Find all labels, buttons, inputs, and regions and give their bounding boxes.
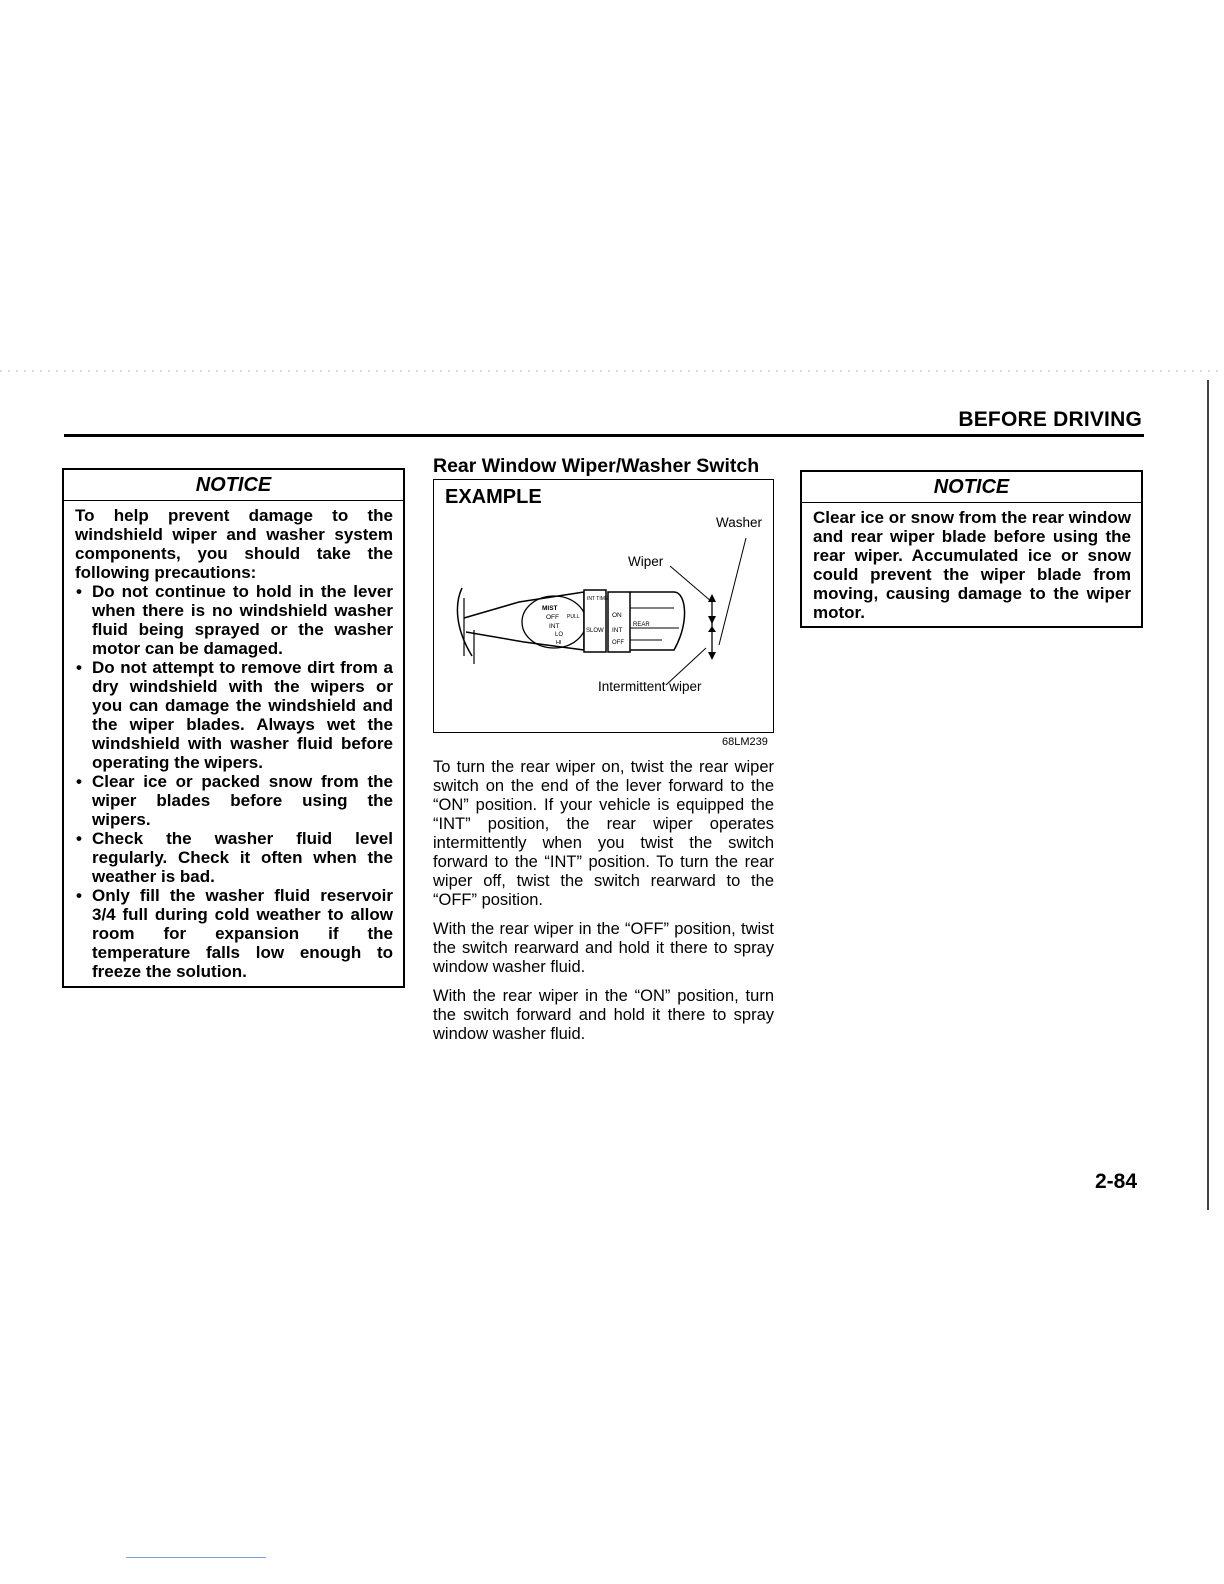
scan-dotted-line (0, 368, 1224, 374)
notice-body (802, 503, 1141, 622)
notice-heading: NOTICE (64, 470, 403, 501)
bottom-rule (126, 1557, 266, 1558)
notice-box-right (800, 470, 1143, 628)
header-rule (64, 434, 1144, 437)
switch-text-int-time: INT TIME (587, 596, 609, 602)
notice-box-left (62, 468, 405, 988)
page-number: 2-84 (1095, 1170, 1138, 1193)
body-paragraph: With the rear wiper in the “OFF” position, twist the switch rearward and hold it there to spray window washer fluid. (433, 920, 774, 976)
switch-text-int: INT (549, 623, 560, 630)
list-item: • Do not attempt to remove dirt from a dry windshield with the wipers or you can damage the windshield and the wiper blades. Always wet the windshield with washer fluid before operating the wipers. (75, 658, 393, 772)
washer-label: Washer (716, 515, 763, 530)
notice-heading: NOTICE (802, 472, 1141, 503)
figure-code: 68LM239 (722, 736, 768, 748)
switch-text-hi: HI (556, 640, 562, 646)
list-item: • Do not continue to hold in the lever when there is no windshield washer fluid being sprayed or the washer motor can be damaged. (75, 582, 393, 658)
body-paragraph: With the rear wiper in the “ON” position, turn the switch forward and hold it there to spray window washer fluid. (433, 987, 774, 1043)
notice-body (64, 501, 403, 981)
example-label: EXAMPLE (445, 486, 542, 508)
switch-text-pull: PULL (567, 614, 580, 620)
notice-text: Clear ice or snow from the rear window and rear wiper blade before using the rear wiper. Accumulated ice or snow could prevent the wiper blade from moving, causing damage to the wiper motor. (813, 508, 1131, 622)
body-paragraph: To turn the rear wiper on, twist the rear wiper switch on the end of the lever forward to the “ON” position. If your vehicle is equipped the “INT” position, the rear wiper operates intermittently when you twist the switch forward to the “INT” position. To turn the rear wiper off, twist the switch rearward to the “OFF” position. (433, 758, 774, 909)
section-title: Rear Window Wiper/Washer Switch (433, 455, 760, 477)
notice-intro: To help prevent damage to the windshield wiper and washer system components, you should take the following precautions: (75, 506, 393, 582)
switch-text-slow: SLOW (586, 628, 604, 634)
page-edge-rule (1207, 380, 1209, 1210)
switch-text-on: ON (612, 612, 622, 619)
switch-text-off: OFF (546, 614, 559, 621)
switch-text-rear: REAR (633, 622, 650, 628)
wiper-label: Wiper (628, 554, 664, 569)
list-item: • Only fill the washer fluid reservoir 3/4 full during cold weather to allow room for expansion if the temperature falls low enough to freeze the solution. (75, 886, 393, 981)
precaution-list (75, 582, 393, 981)
list-item: • Clear ice or packed snow from the wiper blades before using the wipers. (75, 772, 393, 829)
switch-text-rear-int: INT (612, 627, 623, 634)
wiper-switch-figure (433, 479, 774, 733)
switch-text-mist: MIST (542, 605, 558, 612)
section-header-title: BEFORE DRIVING (958, 408, 1142, 431)
switch-text-lo: LO (555, 632, 564, 638)
switch-text-rear-off: OFF (612, 640, 624, 646)
list-item: • Check the washer fluid level regularly. Check it often when the weather is bad. (75, 829, 393, 886)
intermittent-wiper-label: Intermittent wiper (598, 679, 702, 694)
